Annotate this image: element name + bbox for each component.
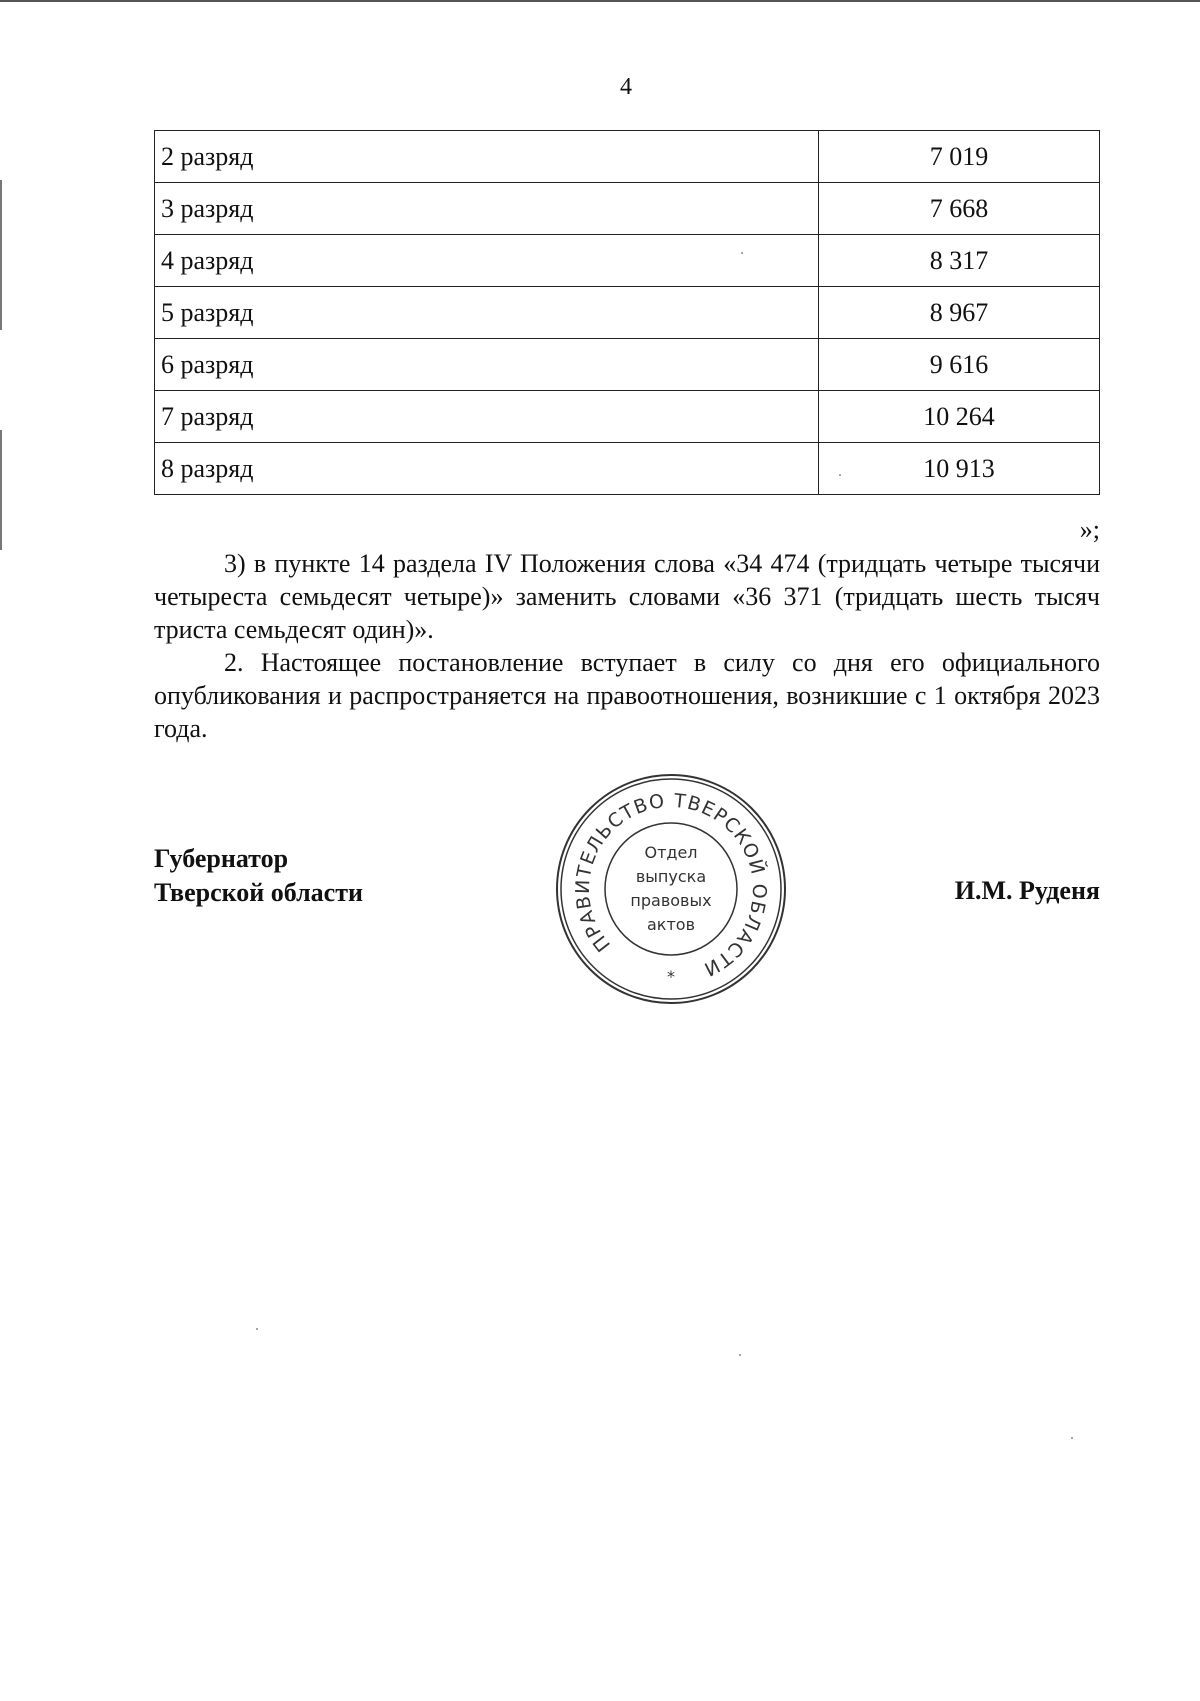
signatory-title xyxy=(154,842,363,910)
rate-value: 7 668 xyxy=(819,183,1100,235)
scan-top-edge xyxy=(0,0,1200,2)
table-row xyxy=(155,235,1100,287)
table-row xyxy=(155,287,1100,339)
table-row xyxy=(155,391,1100,443)
signatory-name: И.М. Руденя xyxy=(954,876,1100,905)
signatory-title-line: Губернатор xyxy=(154,844,289,873)
rate-value: 10 913 xyxy=(819,443,1100,495)
grade-label: 5 разряд xyxy=(155,287,819,339)
scan-speck xyxy=(741,252,743,254)
document-body xyxy=(154,547,1100,745)
page-number: 4 xyxy=(620,74,632,100)
table-closing-quote: »; xyxy=(1079,515,1100,544)
signatory-title-line: Тверской области xyxy=(154,878,363,907)
grade-label: 4 разряд xyxy=(155,235,819,287)
seal-center-line: выпуска xyxy=(635,867,707,886)
grade-label: 6 разряд xyxy=(155,339,819,391)
rate-value: 9 616 xyxy=(819,339,1100,391)
seal-center-line: Отдел xyxy=(644,843,698,862)
seal-ring-text: ПРАВИТЕЛЬСТВО ТВЕРСКОЙ ОБЛАСТИ xyxy=(571,789,771,981)
rates-table xyxy=(154,130,1100,495)
table-row xyxy=(155,183,1100,235)
paragraph-amendment: 3) в пункте 14 раздела IV Положения слова «34 474 (тридцать четыре тысячи четыреста семьдесят четыре)» заменить словами «36 371 (тридцать шесть тысяч триста семьдесят один)». xyxy=(154,549,1100,644)
rate-value: 10 264 xyxy=(819,391,1100,443)
grade-label: 2 разряд xyxy=(155,131,819,183)
grade-label: 3 разряд xyxy=(155,183,819,235)
grade-label: 8 разряд xyxy=(155,443,819,495)
grade-label: 7 разряд xyxy=(155,391,819,443)
seal-center-line: правовых xyxy=(630,891,712,910)
scan-left-edge-mark xyxy=(0,430,2,550)
table-row xyxy=(155,131,1100,183)
scan-speck xyxy=(1071,1437,1073,1439)
table-row xyxy=(155,443,1100,495)
table-row xyxy=(155,339,1100,391)
official-seal-stamp xyxy=(554,772,788,1006)
rate-value: 7 019 xyxy=(819,131,1100,183)
rate-value: 8 967 xyxy=(819,287,1100,339)
scan-speck xyxy=(739,1354,741,1356)
paragraph-effective-date: 2. Настоящее постановление вступает в силу со дня его официального опубликования и распространяется на правоотношения, возникшие с 1 октября 2023 года. xyxy=(154,648,1100,743)
seal-star: * xyxy=(667,967,675,986)
seal-center-line: актов xyxy=(646,915,696,934)
scan-left-edge-mark xyxy=(0,180,2,330)
rate-value: 8 317 xyxy=(819,235,1100,287)
scan-speck xyxy=(839,474,841,476)
scan-speck xyxy=(256,1328,258,1330)
